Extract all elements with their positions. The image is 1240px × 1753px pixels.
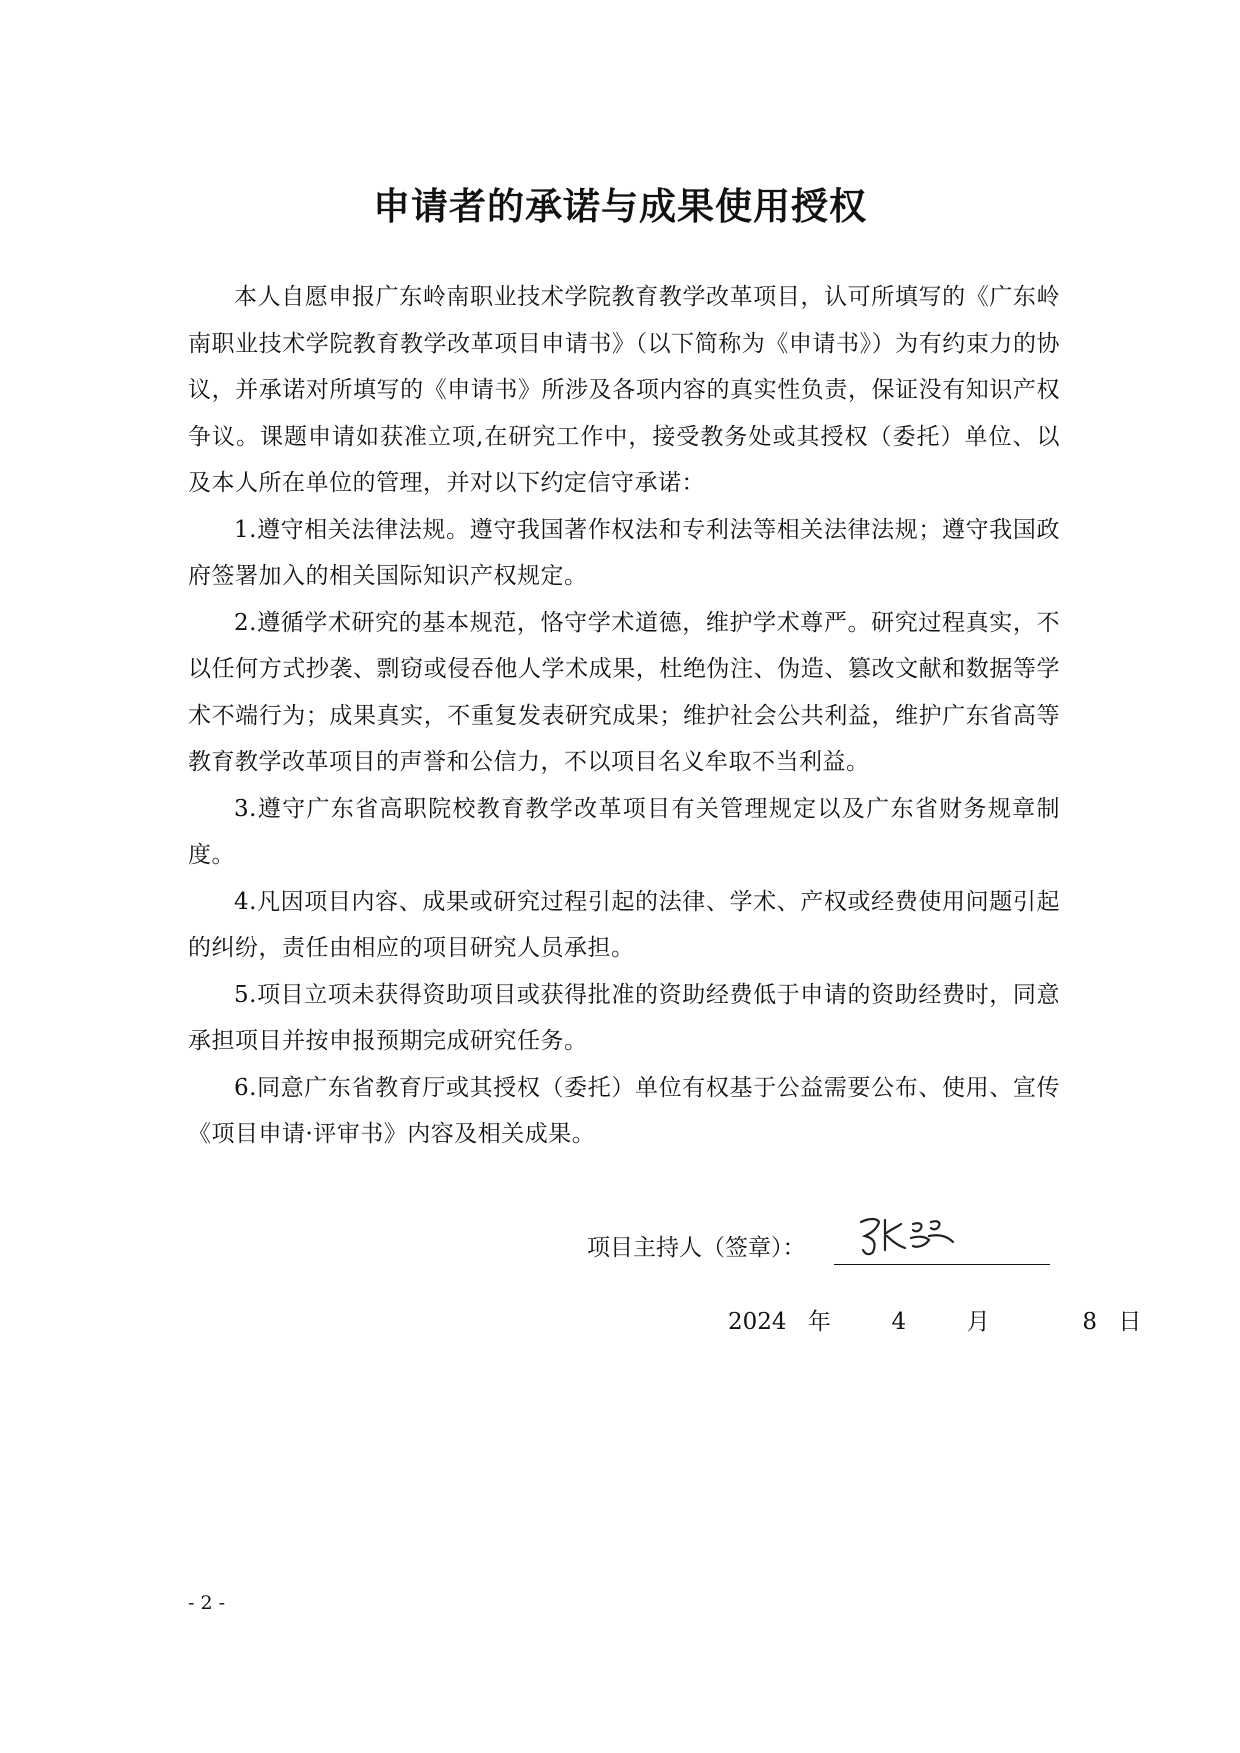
date-year-unit: 年 (807, 1309, 831, 1335)
date-month-unit: 月 (966, 1309, 990, 1335)
commitment-item-2: 2.遵循学术研究的基本规范，恪守学术道德，维护学术尊严。研究过程真实，不以任何方式抄袭、剽窃或侵吞他人学术成果，杜绝伪注、伪造、篡改文献和数据等学术不端行为；成果真实，不重复发表研究成果；维护社会公共利益，维护广东省高等教育教学改革项目的声誉和公信力，不以项目名义牟取不当利益。 (188, 609, 1060, 775)
intro-paragraph: 本人自愿申报广东岭南职业技术学院教育教学改革项目，认可所填写的《广东岭南职业技术学院教育教学改革项目申请书》（以下简称为《申请书》）为有约束力的协议，并承诺对所填写的《申请书》所涉及各项内容的真实性负责，保证没有知识产权争议。课题申请如获准立项,在研究工作中，接受教务处或其授权（委托）单位、以及本人所在单位的管理，并对以下约定信守承诺： (188, 284, 1060, 496)
commitment-item-3: 3.遵守广东省高职院校教育教学改革项目有关管理规定以及广东省财务规章制度。 (188, 795, 1060, 868)
commitment-body (188, 274, 1060, 1158)
date-year: 2024 (728, 1309, 787, 1335)
signing-date (728, 1302, 1155, 1342)
page-number: - 2 - (188, 1592, 226, 1614)
document-title: 申请者的承诺与成果使用授权 (373, 185, 867, 228)
commitment-item-6: 6.同意广东省教育厅或其授权（委托）单位有权基于公益需要公布、使用、宣传《项目申请·评审书》内容及相关成果。 (188, 1074, 1060, 1147)
date-day-unit: 日 (1118, 1309, 1142, 1335)
signature-label: 项目主持人（签章）： (587, 1235, 806, 1261)
handwritten-signature (855, 1212, 965, 1266)
date-day: 8 (1082, 1309, 1098, 1335)
commitment-item-1: 1.遵守相关法律法规。遵守我国著作权法和专利法等相关法律法规；遵守我国政府签署加入的相关国际知识产权规定。 (188, 516, 1060, 589)
commitment-item-5: 5.项目立项未获得资助项目或获得批准的资助经费低于申请的资助经费时，同意承担项目并按申报预期完成研究任务。 (188, 981, 1060, 1054)
commitment-item-4: 4.凡因项目内容、成果或研究过程引起的法律、学术、产权或经费使用问题引起的纠纷，责任由相应的项目研究人员承担。 (188, 888, 1060, 961)
date-month: 4 (891, 1309, 907, 1335)
